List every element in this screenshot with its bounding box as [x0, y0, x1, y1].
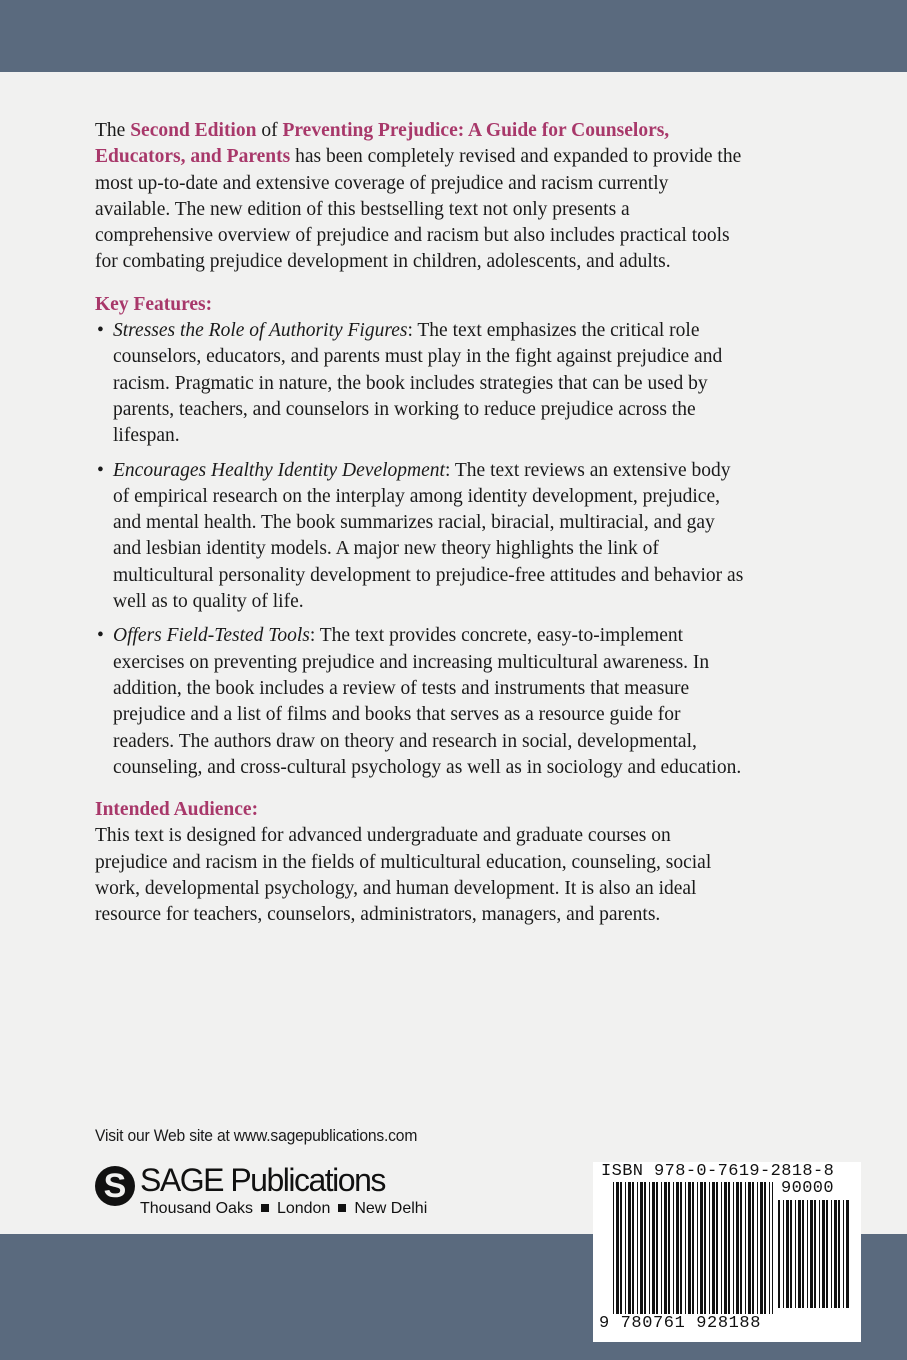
- barcode-bar: [709, 1182, 710, 1314]
- feature-title: Offers Field-Tested Tools: [113, 625, 310, 647]
- barcode-bar: [680, 1182, 682, 1314]
- barcode-bar: [668, 1182, 670, 1314]
- barcode-bar: [632, 1182, 634, 1314]
- intro-paragraph: [95, 118, 745, 276]
- barcode-bar: [640, 1182, 643, 1314]
- barcode-bar: [704, 1182, 706, 1314]
- barcode-bar: [802, 1200, 804, 1308]
- city-3: New Delhi: [354, 1200, 428, 1217]
- key-features-list: [95, 318, 745, 781]
- barcode-bar: [697, 1182, 698, 1314]
- barcode-bar: [644, 1182, 646, 1314]
- barcode-bar: [826, 1200, 828, 1308]
- audience-heading: Intended Audience:: [95, 799, 259, 821]
- back-cover-text: [95, 118, 745, 929]
- barcode-bar: [834, 1200, 837, 1308]
- key-features-heading: Key Features:: [95, 293, 213, 315]
- feature-item: [95, 623, 745, 781]
- barcode-bars: [613, 1182, 773, 1314]
- barcode-bar: [712, 1182, 715, 1314]
- feature-text: : The text reviews an extensive body of empirical research on the interplay among identity development, prejudice, and mental health. The book summarizes racial, biracial, multiracial, and gay and lesbian identity models. A major new theory highlights the link of multicultural personality development to prejudice-free attitudes and behavior as well as to quality of life.: [113, 459, 744, 613]
- publisher-logo: [95, 1162, 455, 1226]
- barcode-bar: [740, 1182, 742, 1314]
- feature-text: : The text provides concrete, easy-to-implement exercises on preventing prejudice and increasing multicultural awareness. In addition, the book includes a review of tests and instruments that measure prejudice and a list of films and books that serves as a resource guide for readers. The authors draw on theory and research in social, developmental, counseling, and cross-cultural psychology as well as in sociology and education.: [113, 625, 742, 778]
- barcode-bar: [661, 1182, 662, 1314]
- barcode-bar: [748, 1182, 751, 1314]
- barcode-bar: [620, 1182, 622, 1314]
- square-separator-icon: [261, 1204, 269, 1212]
- barcode-bar: [831, 1200, 832, 1308]
- barcode-bar: [688, 1182, 691, 1314]
- publisher-name: SAGE Publications: [140, 1162, 385, 1198]
- barcode-bar: [724, 1182, 727, 1314]
- barcode-bar: [760, 1182, 763, 1314]
- barcode-bar: [772, 1182, 773, 1314]
- barcode-bar: [692, 1182, 694, 1314]
- barcode-bar: [745, 1182, 746, 1314]
- barcode-bar: [616, 1182, 619, 1314]
- barcode-bar: [795, 1200, 796, 1308]
- barcode-bar: [733, 1182, 734, 1314]
- barcode-bar: [716, 1182, 718, 1314]
- barcode-bar: [676, 1182, 679, 1314]
- intro-text-1: The: [95, 120, 131, 141]
- barcode-bar: [664, 1182, 667, 1314]
- barcode-bar: [656, 1182, 658, 1314]
- barcode-bar: [819, 1200, 820, 1308]
- barcode-bar: [807, 1200, 808, 1308]
- barcode-bar: [613, 1182, 614, 1314]
- price-code: 90000: [781, 1179, 835, 1198]
- barcode-bar: [757, 1182, 758, 1314]
- barcode-bar: [752, 1182, 754, 1314]
- feature-text: : The text emphasizes the critical role counselors, educators, and parents must play in the fight against prejudice and racism. Pragmatic in nature, the book includes strategies that can be used by parents, teachers, and counselors in working to reduce prejudice across the lifespan.: [113, 320, 723, 447]
- price-barcode-bars: [778, 1200, 850, 1308]
- feature-title: Stresses the Role of Authority Figures: [113, 320, 408, 342]
- barcode-bar: [843, 1200, 844, 1308]
- barcode-bar: [649, 1182, 650, 1314]
- barcode-bar: [625, 1182, 626, 1314]
- edition-highlight: Second Edition: [130, 120, 257, 141]
- barcode-bar: [790, 1200, 792, 1308]
- city-2: London: [276, 1200, 331, 1217]
- barcode-bar: [783, 1200, 784, 1308]
- barcode-bar: [814, 1200, 816, 1308]
- barcode-bar: [728, 1182, 730, 1314]
- barcode-bar: [798, 1200, 801, 1308]
- sage-s-icon: S: [95, 1166, 135, 1206]
- feature-item: [95, 458, 745, 616]
- barcode-bar: [786, 1200, 789, 1308]
- barcode-bar: [822, 1200, 825, 1308]
- barcode-bar: [673, 1182, 674, 1314]
- barcode-bar: [721, 1182, 722, 1314]
- barcode-bar: [778, 1200, 780, 1308]
- barcode-bar: [736, 1182, 739, 1314]
- square-separator-icon: [338, 1204, 346, 1212]
- barcode-bar: [838, 1200, 840, 1308]
- audience-text: This text is designed for advanced undergraduate and graduate courses on prejudice and racism in the fields of multicultural education, counseling, social work, developmental psychology, and human development. It is also an ideal resource for teachers, counselors, administrators, managers, and parents.: [95, 825, 712, 926]
- barcode-bar: [846, 1200, 849, 1308]
- feature-title: Encourages Healthy Identity Development: [113, 459, 445, 481]
- city-1: Thousand Oaks: [140, 1200, 253, 1217]
- barcode-digits: 9 780761 928188: [599, 1314, 762, 1333]
- barcode-bar: [685, 1182, 686, 1314]
- barcode-bar: [764, 1182, 766, 1314]
- barcode-bar: [700, 1182, 703, 1314]
- barcode-bar: [810, 1200, 813, 1308]
- barcode-bar: [652, 1182, 655, 1314]
- barcode-bar: [628, 1182, 631, 1314]
- feature-item: [95, 318, 745, 449]
- website-line: Visit our Web site at www.sagepublications.com: [95, 1126, 418, 1145]
- intro-text-2: of: [256, 120, 283, 141]
- intro-text-3: has been completely revised and expanded to provide the most up-to-date and extensive coverage of prejudice and racism currently available. The new edition of this bestselling text not only presents a comprehensive overview of prejudice and racism but also includes practical tools for combating prejudice development in children, adolescents, and adults.: [95, 146, 742, 273]
- book-title-highlight: Preventing Prejudice: A Guide for Counselors, Educators, and Parents: [95, 120, 670, 168]
- publisher-cities: [140, 1200, 427, 1218]
- isbn-label: ISBN 978-0-7619-2818-8: [601, 1162, 835, 1181]
- isbn-barcode: [593, 1162, 861, 1342]
- barcode-bar: [637, 1182, 638, 1314]
- barcode-bar: [769, 1182, 770, 1314]
